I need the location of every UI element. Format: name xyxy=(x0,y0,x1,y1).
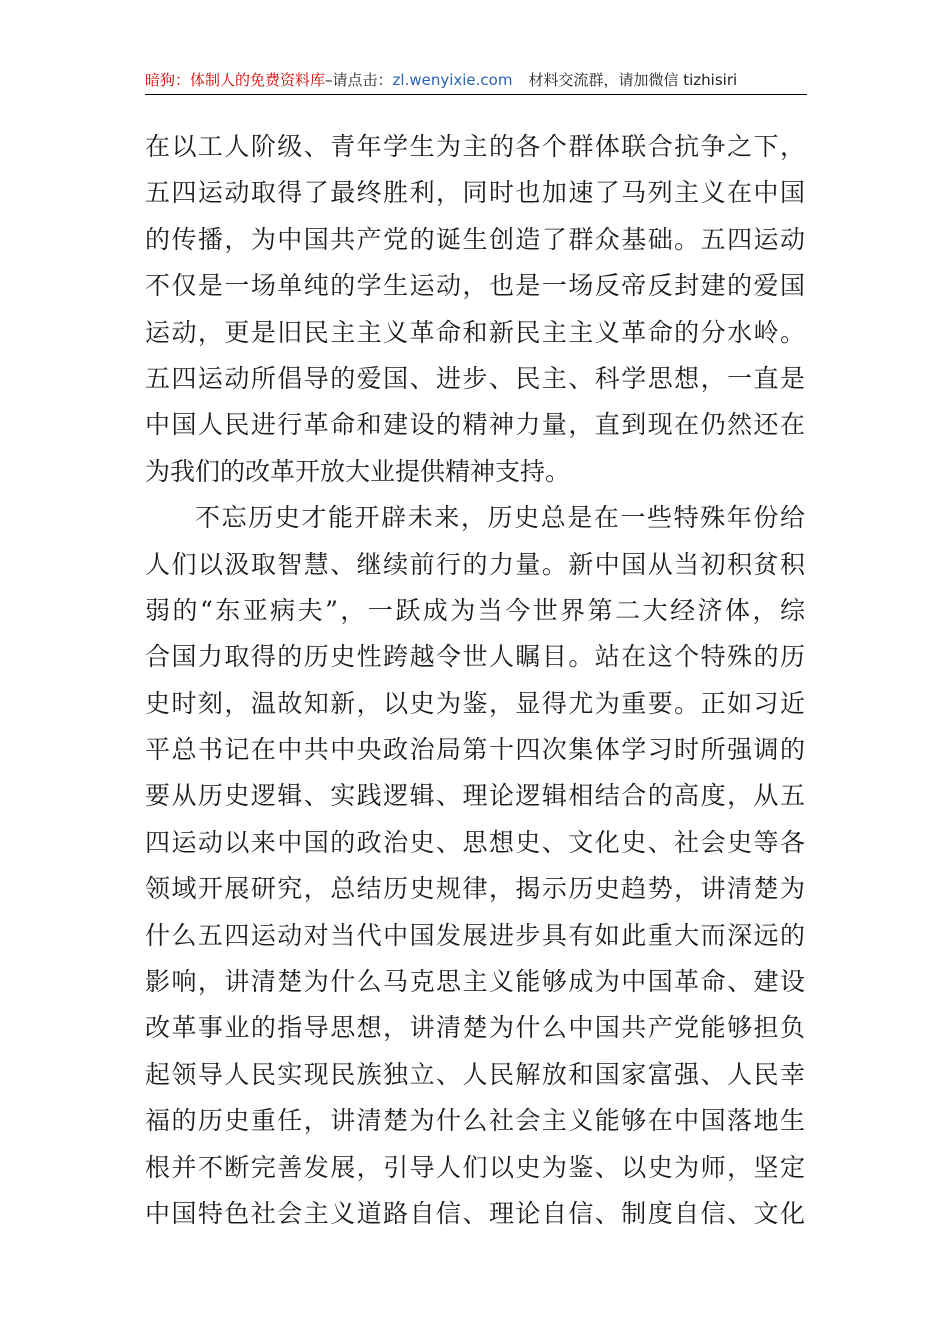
text-line: 的传播，为中国共产党的诞生创造了群众基础。五四运动 xyxy=(145,224,805,254)
header-divider xyxy=(145,94,807,95)
text-line: 史时刻，温故知新，以史为鉴，显得尤为重要。正如习近 xyxy=(145,688,805,718)
header-brand: 暗狗：体制人的免费资料库 xyxy=(145,71,326,89)
header-wechat-note: 材料交流群，请加微信 tizhisiri xyxy=(528,71,738,89)
paragraph-2 xyxy=(145,495,805,1237)
paragraph-1 xyxy=(145,124,805,495)
text-line: 运动，更是旧民主主义革命和新民主主义革命的分水岭。 xyxy=(145,317,805,347)
text-line: 五四运动取得了最终胜利，同时也加速了马列主义在中国 xyxy=(145,178,805,208)
text-line: 不仅是一场单纯的学生运动，也是一场反帝反封建的爱国 xyxy=(145,271,805,301)
text-line: 起领导人民实现民族独立、人民解放和国家富强、人民幸 xyxy=(145,1059,805,1089)
text-line: 影响，讲清楚为什么马克思主义能够成为中国革命、建设 xyxy=(145,967,805,997)
text-line: 改革事业的指导思想，讲清楚为什么中国共产党能够担负 xyxy=(145,1013,805,1043)
text-line: 根并不断完善发展，引导人们以史为鉴、以史为师，坚定 xyxy=(145,1152,805,1182)
text-line: 不忘历史才能开辟未来，历史总是在一些特殊年份给 xyxy=(195,503,805,533)
text-line: 领域开展研究，总结历史规律，揭示历史趋势，讲清楚为 xyxy=(145,874,805,904)
page-header xyxy=(145,66,805,94)
header-prompt: –请点击： xyxy=(325,71,393,89)
text-line: 在以工人阶级、青年学生为主的各个群体联合抗争之下， xyxy=(145,132,805,161)
header-link[interactable]: zl.wenyixie.com xyxy=(392,71,513,89)
text-line: 合国力取得的历史性跨越令世人瞩目。站在这个特殊的历 xyxy=(145,642,805,672)
text-line: 中国人民进行革命和建设的精神力量，直到现在仍然还在 xyxy=(145,410,805,440)
text-line: 人们以汲取智慧、继续前行的力量。新中国从当初积贫积 xyxy=(145,549,805,579)
document-body xyxy=(145,124,805,1237)
text-line: 要从历史逻辑、实践逻辑、理论逻辑相结合的高度，从五 xyxy=(145,781,805,811)
text-line: 什么五四运动对当代中国发展进步具有如此重大而深远的 xyxy=(145,920,805,950)
text-line: 五四运动所倡导的爱国、进步、民主、科学思想，一直是 xyxy=(145,363,805,393)
text-line: 中国特色社会主义道路自信、理论自信、制度自信、文化 xyxy=(145,1198,805,1228)
text-line: 为我们的改革开放大业提供精神支持。 xyxy=(145,456,571,486)
text-line: 平总书记在中共中央政治局第十四次集体学习时所强调的 xyxy=(145,735,805,765)
text-line: 四运动以来中国的政治史、思想史、文化史、社会史等各 xyxy=(145,827,805,857)
text-line: 福的历史重任，讲清楚为什么社会主义能够在中国落地生 xyxy=(145,1106,805,1136)
text-line: 弱的“东亚病夫”，一跃成为当今世界第二大经济体，综 xyxy=(145,595,805,625)
